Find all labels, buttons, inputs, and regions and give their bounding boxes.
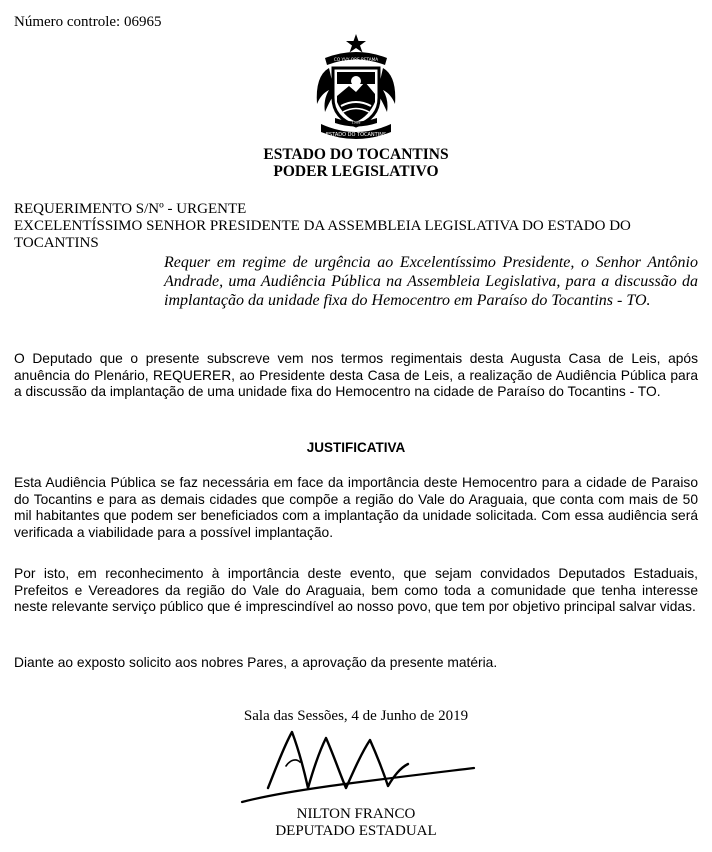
- svg-text:CO YVY ORE RETAMA: CO YVY ORE RETAMA: [333, 57, 379, 62]
- justification-title: JUSTIFICATIVA: [306, 440, 406, 455]
- place-and-date: Sala das Sessões, 4 de Junho de 2019: [243, 708, 469, 724]
- justification-paragraph-1: Esta Audiência Pública se faz necessária em face da importância deste Hemocentro para a cidade de Paraiso do Tocantins e para as demais cidades que compõe a região do Vale do Araguaia, que conta com mais de 50 mil habitantes que podem ser beneficiados com a implantação da unidade solicitada. Com essa audiência será verificada a viabilidade para a possível implantação.: [14, 475, 698, 540]
- addressee-line-1: EXCELENTÍSSIMO SENHOR PRESIDENTE DA ASSEMBLEIA LEGISLATIVA DO ESTADO DO: [14, 218, 631, 234]
- addressee-line-2: TOCANTINS: [14, 235, 99, 251]
- state-name: ESTADO DO TOCANTINS: [263, 146, 449, 163]
- request-summary: Requer em regime de urgência ao Excelentíssimo Presidente, o Senhor Antônio Andrade, uma Audiência Pública na Assembleia Legislativa, para a discussão da implantação da unidade fixa do Hemocentro em Paraíso do Tocantins - TO.: [164, 254, 698, 309]
- svg-text:ESTADO DO TOCANTINS: ESTADO DO TOCANTINS: [325, 132, 387, 138]
- signer-title: DEPUTADO ESTADUAL: [275, 823, 437, 839]
- handwritten-signature-icon: [238, 724, 478, 808]
- justification-paragraph-2: Por isto, em reconhecimento à importância deste evento, que sejam convidados Deputados Estaduais, Prefeitos e Vereadores da região do Vale do Araguaia, bem como toda a comunidade que tenha interesse neste relevante serviço público que é imprescindível ao nosso povo, que tem por objetivo principal salvar vidas.: [14, 566, 698, 614]
- legislative-branch: PODER LEGISLATIVO: [273, 163, 439, 180]
- state-seal-icon: [311, 32, 401, 142]
- svg-text:1988: 1988: [351, 120, 361, 125]
- signer-name: NILTON FRANCO: [296, 806, 416, 822]
- closing-paragraph: Diante ao exposto solicito aos nobres Pares, a aprovação da presente matéria.: [14, 655, 498, 670]
- request-type: REQUERIMENTO S/Nº - URGENTE: [14, 201, 247, 217]
- intro-paragraph: O Deputado que o presente subscreve vem nos termos regimentais desta Augusta Casa de Leis, após anuência do Plenário, REQUERER, ao Presidente desta Casa de Leis, a realização de Audiência Pública para a discussão da implantação de uma unidade fixa do Hemocentro na cidade de Paraíso do Tocantins - TO.: [14, 351, 698, 399]
- control-number: Número controle: 06965: [14, 14, 162, 30]
